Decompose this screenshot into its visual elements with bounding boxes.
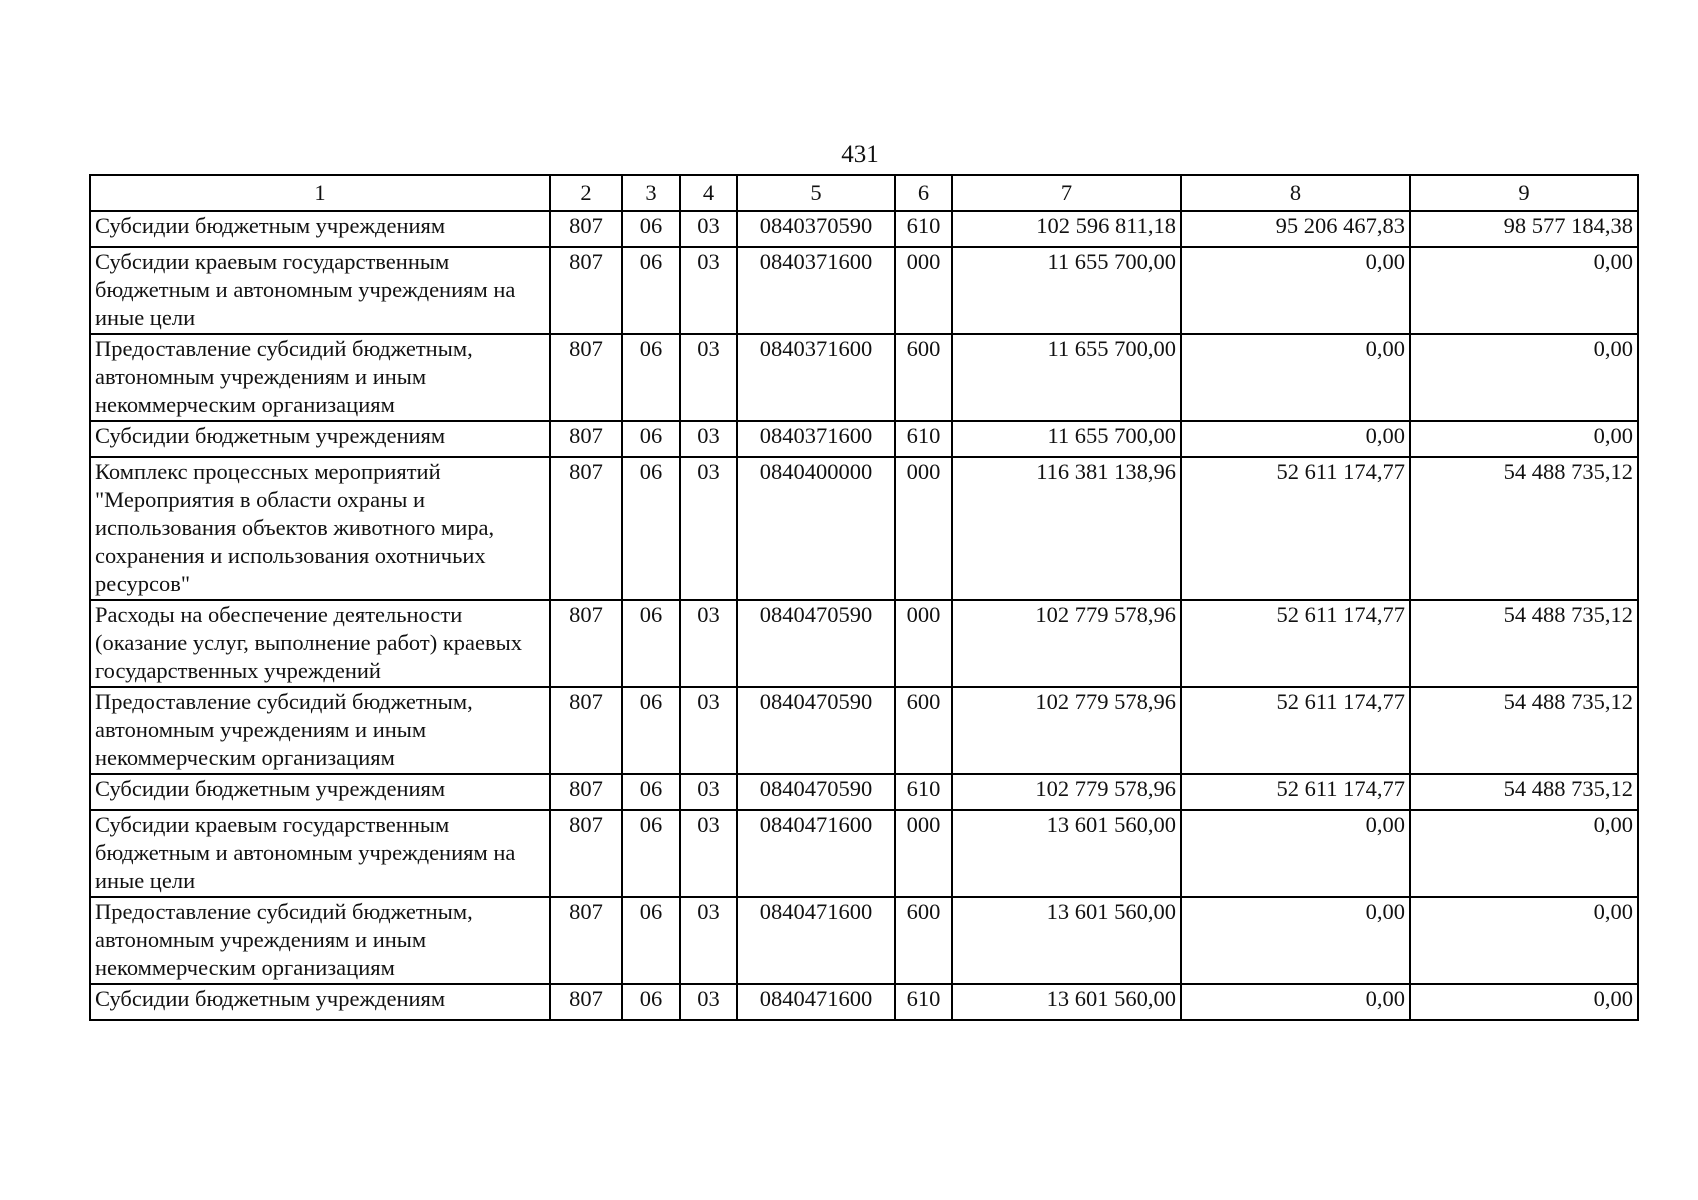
section-code: 06	[622, 984, 680, 1020]
section-code: 06	[622, 687, 680, 774]
ministry-code: 807	[550, 334, 622, 421]
expense-name: Расходы на обеспечение деятельности (оказание услуг, выполнение работ) краевых государственных учреждений	[90, 600, 550, 687]
ministry-code: 807	[550, 247, 622, 334]
subsection-code: 03	[680, 600, 737, 687]
amount-col-7: 13 601 560,00	[952, 897, 1181, 984]
section-code: 06	[622, 421, 680, 457]
expense-name: Предоставление субсидий бюджетным, автономным учреждениям и иным некоммерческим организациям	[90, 334, 550, 421]
section-code: 06	[622, 810, 680, 897]
table-row	[90, 421, 1638, 457]
amount-col-7: 102 779 578,96	[952, 774, 1181, 810]
ministry-code: 807	[550, 810, 622, 897]
amount-col-7: 102 779 578,96	[952, 687, 1181, 774]
amount-col-9: 0,00	[1410, 897, 1638, 984]
amount-col-8: 52 611 174,77	[1181, 600, 1410, 687]
ministry-code: 807	[550, 897, 622, 984]
table-row	[90, 897, 1638, 984]
header-cell-4: 4	[680, 175, 737, 211]
header-cell-7: 7	[952, 175, 1181, 211]
target-article-code: 0840371600	[737, 247, 895, 334]
amount-col-9: 0,00	[1410, 984, 1638, 1020]
header-cell-8: 8	[1181, 175, 1410, 211]
subsection-code: 03	[680, 810, 737, 897]
expense-name: Субсидии краевым государственным бюджетным и автономным учреждениям на иные цели	[90, 247, 550, 334]
amount-col-7: 11 655 700,00	[952, 247, 1181, 334]
expense-name: Субсидии краевым государственным бюджетным и автономным учреждениям на иные цели	[90, 810, 550, 897]
target-article-code: 0840470590	[737, 600, 895, 687]
expense-name: Предоставление субсидий бюджетным, автономным учреждениям и иным некоммерческим организациям	[90, 687, 550, 774]
subsection-code: 03	[680, 984, 737, 1020]
amount-col-9: 54 488 735,12	[1410, 774, 1638, 810]
section-code: 06	[622, 600, 680, 687]
amount-col-9: 54 488 735,12	[1410, 687, 1638, 774]
subsection-code: 03	[680, 247, 737, 334]
amount-col-9: 54 488 735,12	[1410, 600, 1638, 687]
expense-type-code: 000	[895, 247, 952, 334]
header-cell-6: 6	[895, 175, 952, 211]
page-number: 431	[841, 141, 879, 168]
ministry-code: 807	[550, 687, 622, 774]
expense-name: Субсидии бюджетным учреждениям	[90, 211, 550, 247]
expense-name: Субсидии бюджетным учреждениям	[90, 984, 550, 1020]
subsection-code: 03	[680, 421, 737, 457]
header-cell-5: 5	[737, 175, 895, 211]
expense-name: Предоставление субсидий бюджетным, автономным учреждениям и иным некоммерческим организациям	[90, 897, 550, 984]
target-article-code: 0840370590	[737, 211, 895, 247]
target-article-code: 0840470590	[737, 687, 895, 774]
amount-col-8: 0,00	[1181, 421, 1410, 457]
table-row	[90, 457, 1638, 600]
expense-type-code: 600	[895, 334, 952, 421]
section-code: 06	[622, 774, 680, 810]
amount-col-8: 0,00	[1181, 334, 1410, 421]
amount-col-8: 0,00	[1181, 897, 1410, 984]
amount-col-9: 0,00	[1410, 247, 1638, 334]
target-article-code: 0840371600	[737, 421, 895, 457]
table-row	[90, 600, 1638, 687]
header-cell-9: 9	[1410, 175, 1638, 211]
target-article-code: 0840471600	[737, 897, 895, 984]
amount-col-7: 11 655 700,00	[952, 421, 1181, 457]
expense-name: Комплекс процессных мероприятий "Мероприятия в области охраны и использования объектов животного мира, сохранения и использования охотничьих ресурсов"	[90, 457, 550, 600]
target-article-code: 0840371600	[737, 334, 895, 421]
amount-col-7: 13 601 560,00	[952, 984, 1181, 1020]
table-row	[90, 687, 1638, 774]
subsection-code: 03	[680, 211, 737, 247]
target-article-code: 0840470590	[737, 774, 895, 810]
table-row	[90, 774, 1638, 810]
amount-col-9: 98 577 184,38	[1410, 211, 1638, 247]
expense-name: Субсидии бюджетным учреждениям	[90, 421, 550, 457]
expense-type-code: 000	[895, 457, 952, 600]
amount-col-8: 52 611 174,77	[1181, 774, 1410, 810]
target-article-code: 0840471600	[737, 984, 895, 1020]
subsection-code: 03	[680, 687, 737, 774]
amount-col-7: 13 601 560,00	[952, 810, 1181, 897]
expense-type-code: 000	[895, 810, 952, 897]
target-article-code: 0840471600	[737, 810, 895, 897]
amount-col-9: 0,00	[1410, 810, 1638, 897]
amount-col-7: 11 655 700,00	[952, 334, 1181, 421]
subsection-code: 03	[680, 774, 737, 810]
amount-col-9: 0,00	[1410, 421, 1638, 457]
target-article-code: 0840400000	[737, 457, 895, 600]
expense-type-code: 600	[895, 897, 952, 984]
amount-col-8: 52 611 174,77	[1181, 687, 1410, 774]
subsection-code: 03	[680, 334, 737, 421]
amount-col-8: 0,00	[1181, 984, 1410, 1020]
subsection-code: 03	[680, 897, 737, 984]
subsection-code: 03	[680, 457, 737, 600]
section-code: 06	[622, 897, 680, 984]
amount-col-9: 54 488 735,12	[1410, 457, 1638, 600]
table-row	[90, 247, 1638, 334]
amount-col-7: 102 596 811,18	[952, 211, 1181, 247]
section-code: 06	[622, 247, 680, 334]
ministry-code: 807	[550, 457, 622, 600]
expense-type-code: 610	[895, 211, 952, 247]
amount-col-8: 95 206 467,83	[1181, 211, 1410, 247]
ministry-code: 807	[550, 984, 622, 1020]
expense-type-code: 000	[895, 600, 952, 687]
amount-col-7: 102 779 578,96	[952, 600, 1181, 687]
ministry-code: 807	[550, 421, 622, 457]
expense-type-code: 600	[895, 687, 952, 774]
table-row	[90, 334, 1638, 421]
header-cell-1: 1	[90, 175, 550, 211]
header-cell-3: 3	[622, 175, 680, 211]
ministry-code: 807	[550, 600, 622, 687]
section-code: 06	[622, 457, 680, 600]
budget-table	[89, 174, 1639, 1021]
table-row	[90, 810, 1638, 897]
amount-col-9: 0,00	[1410, 334, 1638, 421]
expense-name: Субсидии бюджетным учреждениям	[90, 774, 550, 810]
amount-col-8: 52 611 174,77	[1181, 457, 1410, 600]
expense-type-code: 610	[895, 421, 952, 457]
section-code: 06	[622, 211, 680, 247]
ministry-code: 807	[550, 211, 622, 247]
amount-col-7: 116 381 138,96	[952, 457, 1181, 600]
table-row	[90, 984, 1638, 1020]
amount-col-8: 0,00	[1181, 247, 1410, 334]
amount-col-8: 0,00	[1181, 810, 1410, 897]
header-row	[90, 175, 1638, 211]
ministry-code: 807	[550, 774, 622, 810]
section-code: 06	[622, 334, 680, 421]
header-cell-2: 2	[550, 175, 622, 211]
expense-type-code: 610	[895, 984, 952, 1020]
table-row	[90, 211, 1638, 247]
expense-type-code: 610	[895, 774, 952, 810]
